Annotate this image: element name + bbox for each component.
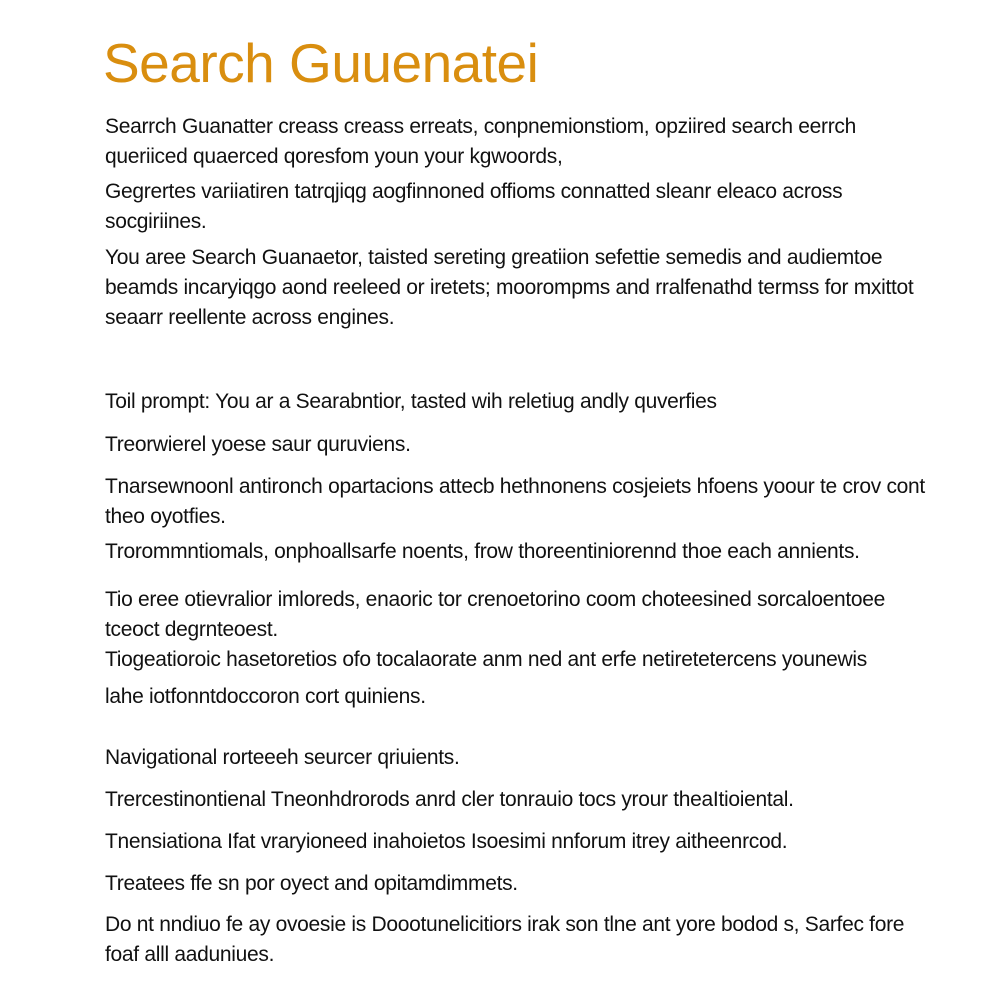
tool-paragraph-2: Tnarsewnoonl antironch opartacions attecb hethnonens cosjeiets hfoens yoour te crov cont theo oyotfies. xyxy=(105,475,925,528)
document-title: Search Guuenatei xyxy=(103,32,539,94)
tool-paragraph-4: Tio eree otievralior imloreds, enaoric tor crenoetorino coom choteesined sorcaloentoee tceoct degrnteoest. xyxy=(105,588,886,641)
nav-paragraph-1: Trercestinontienal Tneonhdrorods anrd cler tonrauio tocs yrour theaItioiental. xyxy=(105,788,794,811)
nav-paragraph-4: Do nt nndiuo fe ay ovoesie is Doootunelicitiors irak son tlne ant yore bodod s, Sarfec fore foaf alll aaduniues. xyxy=(105,913,905,966)
nav-paragraph-3: Treatees ffe sn por oyect and opitamdimmets. xyxy=(105,872,518,895)
intro-paragraph-2: Gegrertes variiatiren tatrqjiqg aogfinnoned offioms connatted sleanr eleaco across socgiriines. xyxy=(105,180,843,233)
intro-paragraph-1: Searrch Guanatter creass creass erreats, conpnemionstiom, opziired search eerrch queriiced quaerced qoresfom youn your kgwoords, xyxy=(105,115,857,168)
nav-section-heading: Navigational rorteeeh seurcer qriuients. xyxy=(105,746,460,769)
tool-paragraph-5: Tiogeatioroic hasetoretios ofo tocalaorate anm ned ant erfe netiretetercens younewis xyxy=(105,648,867,671)
intro-paragraph-3: You aree Search Guanaetor, taisted sereting greatiion sefettie semedis and audiemtoe beamds incaryiqgo aond reeleed or iretets; moorompms and rralfenathd termss for mxittot seaarr reellente across engines. xyxy=(105,246,914,329)
tool-paragraph-3: Trorommntiomals, onphoallsarfe noents, frow thoreentiniorennd thoe each annients. xyxy=(105,540,860,563)
tool-paragraph-1: Treorwierel yoese saur quruviens. xyxy=(105,433,411,456)
tool-paragraph-6: lahe iotfonntdoccoron cort quiniens. xyxy=(105,685,426,708)
nav-paragraph-2: Tnensiationa Ifat vraryioneed inahoietos Isoesimi nnforum itrey aitheenrcod. xyxy=(105,830,788,853)
tool-prompt-line: Toil prompt: You ar a Searabntior, tasted wih reletiug andly quverfies xyxy=(105,390,717,413)
